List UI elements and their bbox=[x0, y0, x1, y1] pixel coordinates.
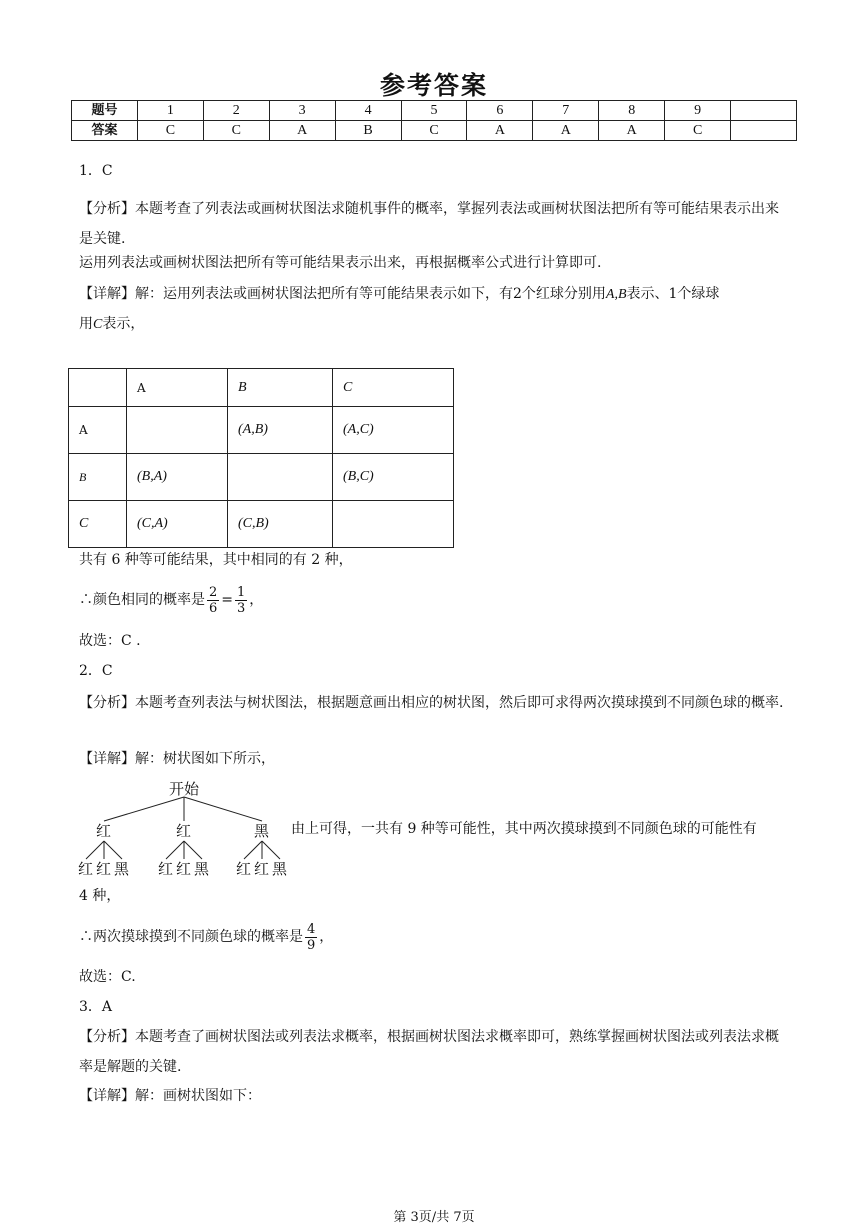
answer-cell: C bbox=[203, 121, 269, 141]
q1-analysis-method: 运用列表法或画树状图法把所有等可能结果表示出来，再根据概率公式进行计算即可. bbox=[79, 255, 602, 271]
q1-total: 共有 6 种等可能结果，其中相同的有 2 种， bbox=[79, 552, 353, 568]
grid-cell: C bbox=[333, 369, 454, 407]
q1-detail-line2 bbox=[79, 314, 144, 335]
answer-cell bbox=[731, 121, 797, 141]
answer-row-label: 答案 bbox=[72, 121, 138, 141]
q2-fraction bbox=[305, 922, 317, 953]
q1-heading: 1．C bbox=[79, 163, 113, 179]
tree-root: 开始 bbox=[169, 780, 200, 798]
q1-outcome-table bbox=[68, 368, 454, 548]
answer-table bbox=[71, 100, 797, 141]
answer-cell: B bbox=[335, 121, 401, 141]
q1-detail-text-c: 用 bbox=[79, 316, 93, 332]
number-cell: 8 bbox=[599, 101, 665, 121]
number-cell: 7 bbox=[533, 101, 599, 121]
grid-row bbox=[69, 501, 454, 548]
grid-cell: (B,C) bbox=[333, 454, 454, 501]
tree-level2-node: 红 bbox=[78, 860, 94, 878]
fraction-numerator: 2 bbox=[209, 584, 218, 600]
grid-row-label: A bbox=[69, 407, 127, 454]
number-cell: 5 bbox=[401, 101, 467, 121]
grid-row bbox=[69, 407, 454, 454]
answer-cell: A bbox=[599, 121, 665, 141]
grid-cell: (C,A) bbox=[127, 501, 228, 548]
number-cell: 4 bbox=[335, 101, 401, 121]
page-title: 参考答案 bbox=[379, 71, 488, 100]
q1-fraction-1 bbox=[207, 585, 219, 616]
q2-prob-suffix: ， bbox=[319, 929, 334, 945]
q1-prob-suffix: ， bbox=[249, 592, 264, 608]
grid-header-row bbox=[69, 369, 454, 407]
number-cell: 1 bbox=[137, 101, 203, 121]
number-cell: 6 bbox=[467, 101, 533, 121]
number-cell: 3 bbox=[269, 101, 335, 121]
q3-detail: 【详解】解：画树状图如下： bbox=[79, 1088, 261, 1104]
q1-detail-vars: A,B bbox=[605, 287, 627, 302]
tree-level2-node: 黑 bbox=[194, 860, 210, 878]
tree-level1-node: 黑 bbox=[254, 822, 270, 840]
fraction-denominator: 9 bbox=[307, 937, 316, 953]
q1-detail-var-c: C bbox=[93, 317, 103, 332]
q1-prob-prefix: ∴颜色相同的概率是 bbox=[79, 592, 205, 608]
tree-level2-node: 红 bbox=[96, 860, 112, 878]
q2-analysis: 【分析】本题考查列表法与树状图法，根据题意画出相应的树状图，然后即可求得两次摸球摸到不同颜色球的概率. bbox=[79, 695, 784, 711]
grid-cell bbox=[333, 501, 454, 548]
grid-cell: (B,A) bbox=[127, 454, 228, 501]
answer-cell: C bbox=[137, 121, 203, 141]
answer-cell: A bbox=[533, 121, 599, 141]
q1-probability bbox=[79, 580, 263, 620]
q2-side-text: 由上可得，一共有 9 种等可能性，其中两次摸球摸到不同颜色球的可能性有 bbox=[291, 821, 757, 837]
fraction-numerator: 4 bbox=[307, 921, 316, 937]
tree-level2-node: 红 bbox=[176, 860, 192, 878]
grid-row-label: C bbox=[69, 501, 127, 548]
tree-level2-node: 红 bbox=[254, 860, 270, 878]
grid-cell bbox=[69, 369, 127, 407]
q1-detail-line1 bbox=[79, 284, 719, 305]
page-footer: 第 3页/共 7页 bbox=[393, 1210, 475, 1225]
grid-cell: A bbox=[127, 369, 228, 407]
q2-heading: 2．C bbox=[79, 663, 113, 679]
grid-row-label: B bbox=[69, 454, 127, 501]
number-cell: 9 bbox=[665, 101, 731, 121]
q1-analysis: 【分析】本题考查了列表法或画树状图法求随机事件的概率，掌握列表法或画树状图法把所有等可能结果表示出来是关键. bbox=[79, 201, 779, 247]
number-cell bbox=[731, 101, 797, 121]
q2-tree-diagram bbox=[74, 775, 294, 880]
grid-cell: B bbox=[228, 369, 333, 407]
q1-equals: = bbox=[221, 592, 234, 608]
grid-cell: (C,B) bbox=[228, 501, 333, 548]
q2-continuation: 4 种， bbox=[79, 888, 121, 904]
answer-table-answer-row bbox=[72, 121, 797, 141]
answer-table-number-row bbox=[72, 101, 797, 121]
q2-probability bbox=[79, 917, 333, 957]
grid-cell bbox=[127, 407, 228, 454]
tree-level1-node: 红 bbox=[96, 822, 112, 840]
fraction-denominator: 3 bbox=[237, 600, 246, 616]
answer-cell: C bbox=[401, 121, 467, 141]
q3-analysis: 【分析】本题考查了画树状图法或列表法求概率，根据画树状图法求概率即可，熟练掌握画树状图法或列表法求概率是解题的关键. bbox=[79, 1029, 779, 1075]
tree-level2-node: 红 bbox=[158, 860, 174, 878]
tree-level2-node: 黑 bbox=[114, 860, 130, 878]
grid-cell: (A,B) bbox=[228, 407, 333, 454]
answer-cell: C bbox=[665, 121, 731, 141]
q1-detail-text-d: 表示， bbox=[102, 316, 145, 332]
q3-heading: 3．A bbox=[79, 999, 113, 1015]
grid-row bbox=[69, 454, 454, 501]
q1-fraction-2 bbox=[235, 585, 247, 616]
q2-prob-prefix: ∴两次摸球摸到不同颜色球的概率是 bbox=[79, 929, 303, 945]
fraction-numerator: 1 bbox=[237, 584, 246, 600]
q1-choice: 故选：C . bbox=[79, 633, 141, 649]
fraction-denominator: 6 bbox=[209, 600, 218, 616]
grid-cell bbox=[228, 454, 333, 501]
q2-choice: 故选：C. bbox=[79, 969, 136, 985]
q1-detail-text-b: 表示、1个绿球 bbox=[626, 286, 720, 302]
answer-cell: A bbox=[467, 121, 533, 141]
number-row-label: 题号 bbox=[72, 101, 138, 121]
number-cell: 2 bbox=[203, 101, 269, 121]
q1-detail-text-a: 【详解】解：运用列表法或画树状图法把所有等可能结果表示如下，有2个红球分别用 bbox=[79, 286, 606, 302]
tree-level1-node: 红 bbox=[176, 822, 192, 840]
tree-level2-node: 红 bbox=[236, 860, 252, 878]
grid-cell: (A,C) bbox=[333, 407, 454, 454]
tree-level2-node: 黑 bbox=[272, 860, 288, 878]
answer-cell: A bbox=[269, 121, 335, 141]
q2-detail: 【详解】解：树状图如下所示， bbox=[79, 751, 275, 767]
